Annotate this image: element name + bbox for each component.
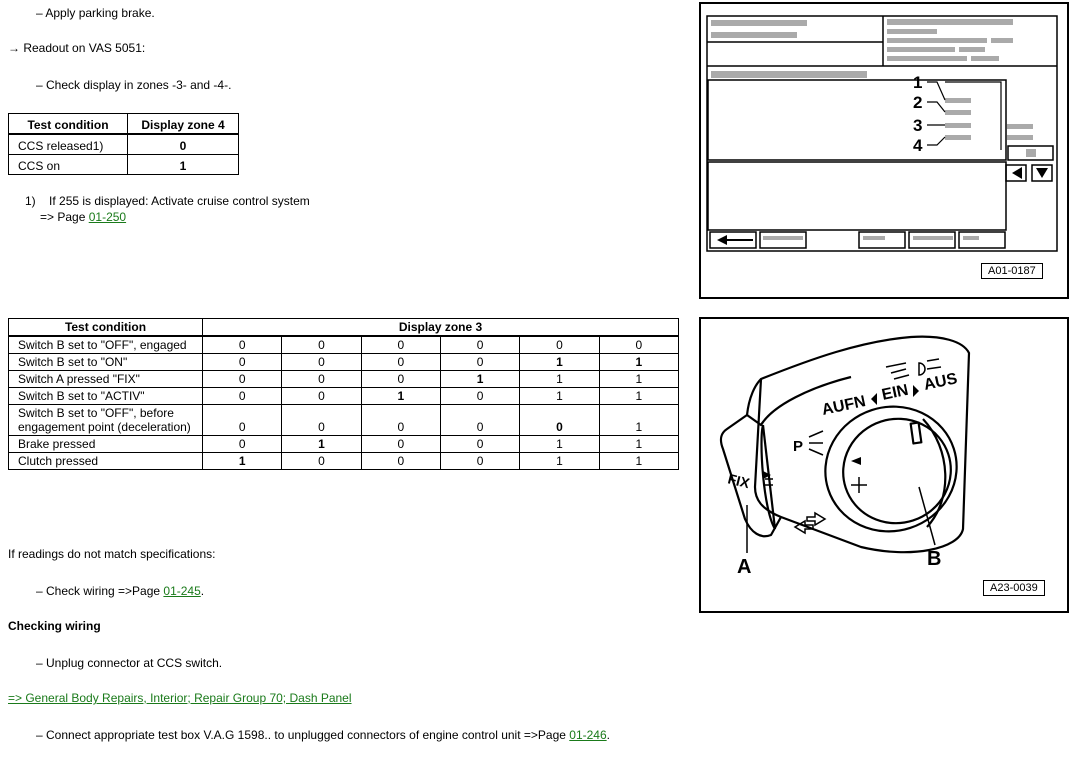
zone4-condition: CCS on bbox=[9, 155, 128, 175]
footnote bbox=[25, 194, 310, 208]
callout-4: 4 bbox=[913, 136, 923, 155]
zone3-value: 0 bbox=[203, 405, 282, 436]
zone3-value: 0 bbox=[282, 453, 361, 470]
step-connect-test-box bbox=[36, 728, 610, 742]
label-aus: AUS bbox=[922, 370, 959, 394]
zone3-value: 0 bbox=[203, 371, 282, 388]
zone4-header-display: Display zone 4 bbox=[128, 114, 239, 135]
zone3-value: 0 bbox=[361, 336, 440, 354]
callout-a: A bbox=[737, 556, 752, 578]
zone3-value: 0 bbox=[203, 354, 282, 371]
zone3-value: 1 bbox=[440, 371, 519, 388]
connect-text: – Connect appropriate test box V.A.G 1598.. to unplugged connectors of engine control unit =>Page bbox=[36, 728, 570, 742]
checking-wiring-heading: Checking wiring bbox=[8, 619, 101, 633]
mismatch-text: If readings do not match specifications: bbox=[8, 547, 216, 561]
zone3-header-condition: Test condition bbox=[9, 319, 203, 337]
zone3-condition: Switch B set to "ON" bbox=[9, 354, 203, 371]
check-wiring-text: – Check wiring =>Page bbox=[36, 584, 164, 598]
zone3-value: 0 bbox=[203, 436, 282, 453]
zone3-value: 1 bbox=[361, 388, 440, 405]
table-row bbox=[9, 155, 239, 175]
footnote-page-prefix: => Page bbox=[40, 210, 89, 224]
callout-1: 1 bbox=[913, 73, 923, 92]
table-row bbox=[9, 336, 679, 354]
zone3-value: 1 bbox=[520, 436, 599, 453]
link-general-body-repairs[interactable]: => General Body Repairs, Interior; Repair Group 70; Dash Panel bbox=[8, 691, 352, 705]
table-row bbox=[9, 436, 679, 453]
zone3-condition: Switch A pressed "FIX" bbox=[9, 371, 203, 388]
zone4-table bbox=[8, 113, 239, 175]
zone3-value: 0 bbox=[440, 453, 519, 470]
table-row bbox=[9, 354, 679, 371]
zone3-value: 0 bbox=[361, 354, 440, 371]
table-row bbox=[9, 134, 239, 155]
zone3-value: 0 bbox=[282, 388, 361, 405]
zone3-condition: Switch B set to "OFF", engaged bbox=[9, 336, 203, 354]
step-check-display: – Check display in zones -3- and -4-. bbox=[36, 78, 232, 92]
zone3-value: 1 bbox=[599, 354, 678, 371]
zone3-value: 0 bbox=[599, 336, 678, 354]
zone3-value: 1 bbox=[520, 453, 599, 470]
table-row bbox=[9, 405, 679, 436]
zone3-value: 0 bbox=[440, 336, 519, 354]
zone3-condition: Switch B set to "OFF", before engagement point (deceleration) bbox=[9, 405, 203, 436]
zone3-table bbox=[8, 318, 679, 470]
label-fix: FIX bbox=[726, 470, 752, 492]
table-row bbox=[9, 371, 679, 388]
zone3-value: 0 bbox=[282, 336, 361, 354]
link-page-01-245[interactable]: 01-245 bbox=[163, 584, 201, 598]
zone3-value: 0 bbox=[520, 405, 599, 436]
zone3-value: 1 bbox=[203, 453, 282, 470]
zone3-value: 0 bbox=[440, 436, 519, 453]
zone4-value: 0 bbox=[128, 134, 239, 155]
ccs-switch-drawing bbox=[701, 319, 1067, 611]
link-page-01-250[interactable]: 01-250 bbox=[88, 210, 127, 224]
label-ein: EIN bbox=[880, 381, 910, 404]
general-body-repairs-link-row bbox=[8, 691, 352, 705]
callout-2: 2 bbox=[913, 93, 923, 112]
step-unplug-connector: – Unplug connector at CCS switch. bbox=[36, 656, 223, 670]
zone3-value: 0 bbox=[440, 354, 519, 371]
zone3-condition: Switch B set to "ACTIV" bbox=[9, 388, 203, 405]
footnote-page-ref bbox=[40, 210, 126, 224]
zone3-value: 1 bbox=[599, 388, 678, 405]
footnote-marker: 1) bbox=[25, 194, 36, 208]
zone3-value: 0 bbox=[282, 371, 361, 388]
connect-suffix: . bbox=[606, 728, 610, 742]
zone3-value: 1 bbox=[520, 354, 599, 371]
zone3-value: 0 bbox=[440, 405, 519, 436]
step-apply-parking-brake: – Apply parking brake. bbox=[36, 6, 155, 20]
zone3-value: 0 bbox=[361, 453, 440, 470]
zone3-value: 0 bbox=[361, 405, 440, 436]
table-row bbox=[9, 453, 679, 470]
label-aufn: AUFN bbox=[820, 393, 868, 419]
zone3-value: 0 bbox=[361, 436, 440, 453]
readout-heading: → Readout on VAS 5051: bbox=[8, 41, 146, 55]
zone3-value: 0 bbox=[282, 405, 361, 436]
zone3-value: 1 bbox=[599, 371, 678, 388]
label-p: P bbox=[793, 438, 804, 455]
zone3-value: 0 bbox=[203, 388, 282, 405]
zone4-value: 1 bbox=[128, 155, 239, 175]
figure-vas5051-screen bbox=[699, 2, 1069, 299]
zone4-condition: CCS released1) bbox=[9, 134, 128, 155]
zone3-value: 0 bbox=[440, 388, 519, 405]
zone3-header-display: Display zone 3 bbox=[203, 319, 679, 337]
zone3-value: 1 bbox=[599, 436, 678, 453]
callout-3: 3 bbox=[913, 116, 923, 135]
zone3-condition: Brake pressed bbox=[9, 436, 203, 453]
table-row bbox=[9, 388, 679, 405]
vas5051-screen-diagram bbox=[701, 4, 1067, 297]
zone3-condition: Clutch pressed bbox=[9, 453, 203, 470]
zone4-header-condition: Test condition bbox=[9, 114, 128, 135]
zone3-value: 1 bbox=[520, 371, 599, 388]
figure-ccs-switch bbox=[699, 317, 1069, 613]
zone3-value: 1 bbox=[282, 436, 361, 453]
callout-b: B bbox=[927, 548, 942, 570]
check-wiring-suffix: . bbox=[200, 584, 205, 598]
figure2-label: A23-0039 bbox=[983, 580, 1045, 596]
zone3-value: 0 bbox=[520, 336, 599, 354]
zone3-value: 1 bbox=[599, 405, 678, 436]
zone3-value: 0 bbox=[203, 336, 282, 354]
zone3-value: 1 bbox=[520, 388, 599, 405]
zone3-value: 0 bbox=[282, 354, 361, 371]
footnote-text: If 255 is displayed: Activate cruise control system bbox=[49, 194, 310, 208]
zone3-value: 1 bbox=[599, 453, 678, 470]
zone3-value: 0 bbox=[361, 371, 440, 388]
step-check-wiring bbox=[36, 584, 204, 598]
link-page-01-246[interactable]: 01-246 bbox=[569, 728, 607, 742]
figure1-label: A01-0187 bbox=[981, 263, 1043, 279]
